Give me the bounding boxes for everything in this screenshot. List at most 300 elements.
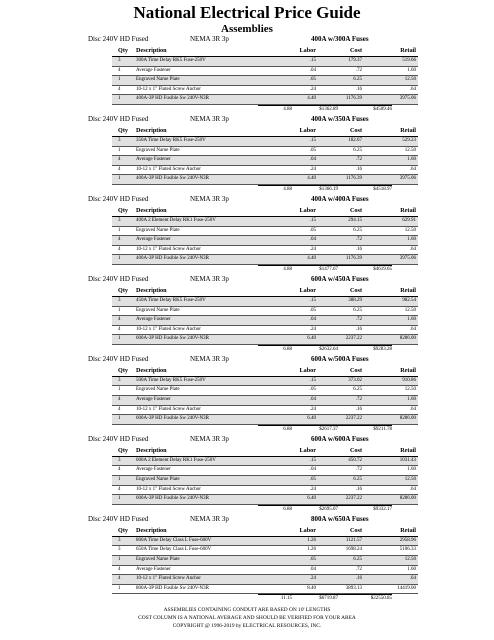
amperage-rating: 400A w/350A Fuses [311, 114, 369, 123]
total-labor: 6.88 [283, 506, 292, 512]
items-table [112, 456, 418, 505]
item-labor: 4.40 [307, 96, 316, 102]
table-row [112, 95, 418, 105]
qty-header: Qty [118, 126, 128, 134]
item-description: 600A-3P HD Fusible Sw 240V-N3R [136, 496, 209, 502]
item-cost: .16 [355, 86, 362, 92]
table-row [112, 156, 418, 166]
total-cost: $2617.37 [319, 426, 338, 432]
item-labor: 8.40 [307, 585, 316, 591]
item-retail: 12.50 [404, 227, 416, 233]
item-retail: 1.60 [407, 67, 416, 73]
section-header [88, 114, 418, 125]
total-cost: $2632.64 [319, 346, 338, 352]
labor-header: Labor [299, 126, 316, 134]
section-header [88, 434, 418, 445]
footer-copyright: COPYRIGHT @ 1996-2019 by ELECTRICAL RESOURCES, INC. [172, 623, 322, 629]
item-description: Average Fastener [136, 467, 171, 473]
item-cost: .16 [355, 406, 362, 412]
item-cost: .72 [355, 67, 362, 73]
items-table [112, 536, 418, 595]
item-retail: 12.50 [404, 147, 416, 153]
disconnect-type: Disc 240V HD Fused [88, 514, 149, 523]
item-qty: 1 [118, 585, 121, 591]
disconnect-type: Disc 240V HD Fused [88, 35, 149, 43]
item-qty: 1 [118, 77, 121, 83]
item-description: 800A-3P HD Fusible Sw 240V-N3R [136, 585, 209, 591]
column-headers [112, 125, 418, 136]
enclosure-rating: NEMA 3R 3p [190, 114, 229, 123]
item-qty: 3 [118, 217, 121, 223]
column-headers [112, 285, 418, 296]
item-retail: 8286.00 [399, 336, 416, 342]
table-row [112, 406, 418, 416]
item-labor: .24 [309, 86, 316, 92]
section-total [88, 345, 418, 354]
item-qty: 4 [118, 166, 121, 172]
section-header [88, 194, 418, 205]
item-retail: .64 [409, 86, 416, 92]
section-header [88, 514, 418, 525]
total-retail: $9332.17 [373, 506, 392, 512]
item-labor: .15 [309, 297, 316, 303]
labor-header: Labor [299, 47, 316, 54]
table-row [112, 476, 418, 486]
column-headers [112, 45, 418, 56]
footer-note-cost: COST COLUMN IS A NATIONAL AVERAGE AND SHOULD BE VERIFIED FOR YOUR AREA [138, 615, 356, 621]
cost-header: Cost [349, 526, 362, 534]
item-cost: 2237.22 [345, 336, 362, 342]
item-retail: .64 [409, 326, 416, 332]
item-description: Average Fastener [136, 157, 171, 163]
assembly-section [88, 354, 418, 434]
item-retail: 1.60 [407, 317, 416, 323]
disconnect-type: Disc 240V HD Fused [88, 114, 149, 123]
section-total [88, 505, 418, 514]
item-qty: 4 [118, 317, 121, 323]
retail-header: Retail [400, 526, 416, 534]
table-row [112, 335, 418, 345]
item-retail: 8286.00 [399, 496, 416, 502]
item-description: 600A-3P HD Fusible Sw 240V-N3R [136, 416, 209, 422]
item-cost: .72 [355, 397, 362, 403]
item-description: 350A Time Delay RK5 Fuse-250V [136, 137, 206, 143]
table-row [112, 537, 418, 547]
item-cost: 450.72 [348, 457, 362, 463]
item-description: 400A-3P HD Fusible Sw 240V-N3R [136, 96, 209, 102]
item-description: Engraved Name Plate [136, 227, 180, 233]
table-row [112, 495, 418, 505]
item-labor: .05 [309, 77, 316, 83]
item-cost: 388.29 [348, 297, 362, 303]
enclosure-rating: NEMA 3R 3p [190, 514, 229, 523]
item-description: Engraved Name Plate [136, 477, 180, 483]
item-labor: .15 [309, 377, 316, 383]
qty-header: Qty [118, 206, 128, 214]
item-retail: 12.50 [404, 77, 416, 83]
assembly-section [88, 514, 418, 604]
item-cost: 6.25 [353, 307, 362, 313]
disconnect-type: Disc 240V HD Fused [88, 194, 149, 203]
item-qty: 3 [118, 377, 121, 383]
item-retail: 12.50 [404, 387, 416, 393]
item-cost: .16 [355, 576, 362, 582]
item-retail: 14419.00 [397, 585, 416, 591]
section-header [88, 274, 418, 285]
labor-header: Labor [299, 526, 316, 534]
section-total [88, 594, 418, 603]
disconnect-type: Disc 240V HD Fused [88, 354, 149, 363]
item-labor: .05 [309, 387, 316, 393]
item-retail: 3975.06 [399, 256, 416, 262]
item-qty: 1 [118, 557, 121, 562]
item-description: 10-12 x 1" Fluted Screw Anchor [136, 246, 201, 252]
table-row [112, 307, 418, 317]
qty-header: Qty [118, 47, 128, 54]
items-table [112, 136, 418, 185]
total-retail: $9283.28 [373, 346, 392, 352]
table-row [112, 227, 418, 237]
total-labor: 6.88 [283, 426, 292, 432]
total-retail: $22550.85 [370, 596, 392, 602]
item-qty: 4 [118, 246, 121, 252]
item-retail: .64 [409, 406, 416, 412]
item-labor: .15 [309, 217, 316, 223]
page-footer [0, 606, 494, 630]
table-row [112, 316, 418, 326]
item-retail: 3975.06 [399, 176, 416, 182]
retail-header: Retail [400, 366, 416, 374]
enclosure-rating: NEMA 3R 3p [190, 35, 229, 43]
table-row [112, 585, 418, 595]
item-description: 10-12 x 1" Fluted Screw Anchor [136, 576, 201, 582]
item-cost: .16 [355, 246, 362, 252]
item-qty: 3 [118, 58, 121, 63]
total-labor: 4.88 [283, 266, 292, 272]
item-retail: 12.50 [404, 557, 416, 562]
cost-header: Cost [349, 366, 362, 374]
amperage-rating: 600A w/500A Fuses [311, 354, 369, 363]
table-row [112, 246, 418, 256]
item-description: Average Fastener [136, 317, 171, 323]
item-qty: 1 [118, 147, 121, 153]
item-qty: 3 [118, 297, 121, 303]
item-description: 10-12 x 1" Fluted Screw Anchor [136, 86, 201, 92]
item-labor: .24 [309, 166, 316, 172]
item-description: Average Fastener [136, 566, 171, 572]
item-description: 500A Time Delay RK5 Fuse-250V [136, 377, 206, 383]
qty-header: Qty [118, 366, 128, 374]
table-row [112, 326, 418, 336]
description-header: Description [136, 47, 167, 54]
item-description: Average Fastener [136, 397, 171, 403]
item-description: Average Fastener [136, 237, 171, 243]
items-table [112, 376, 418, 425]
item-labor: .05 [309, 557, 316, 562]
total-retail: $4619.65 [373, 266, 392, 272]
item-retail: 519.66 [402, 58, 416, 63]
item-cost: .72 [355, 467, 362, 473]
table-row [112, 175, 418, 185]
table-row [112, 147, 418, 157]
item-description: 450A Time Delay RK5 Fuse-250V [136, 297, 206, 303]
item-cost: 182.67 [348, 137, 362, 143]
item-qty: 1 [118, 227, 121, 233]
item-retail: .64 [409, 486, 416, 492]
item-qty: 1 [118, 387, 121, 393]
item-labor: .15 [309, 137, 316, 143]
item-cost: 1176.39 [345, 176, 362, 182]
total-labor: 4.88 [283, 186, 292, 192]
item-labor: 4.40 [307, 256, 316, 262]
enclosure-rating: NEMA 3R 3p [190, 354, 229, 363]
item-qty: 1 [118, 336, 121, 342]
item-qty: 1 [118, 496, 121, 502]
disconnect-type: Disc 240V HD Fused [88, 274, 149, 283]
item-cost: 1698.24 [345, 547, 362, 553]
total-cost: $1366.19 [319, 186, 338, 192]
item-description: 650A Time Delay Class L Fuse-600V [136, 547, 212, 553]
item-retail: 12.50 [404, 477, 416, 483]
section-total [88, 105, 418, 114]
item-labor: .04 [309, 317, 316, 323]
item-retail: 1.60 [407, 397, 416, 403]
total-retail: $4518.97 [373, 186, 392, 192]
item-labor: .04 [309, 397, 316, 403]
item-labor: 6.40 [307, 496, 316, 502]
items-table [112, 296, 418, 345]
retail-header: Retail [400, 47, 416, 54]
item-cost: .72 [355, 566, 362, 572]
item-description: Engraved Name Plate [136, 307, 180, 313]
section-header [88, 34, 418, 45]
item-description: 400A-3P HD Fusible Sw 240V-N3R [136, 176, 209, 182]
table-row [112, 386, 418, 396]
item-qty: 4 [118, 397, 121, 403]
cost-header: Cost [349, 286, 362, 294]
item-labor: .05 [309, 147, 316, 153]
item-qty: 3 [118, 457, 121, 463]
table-row [112, 297, 418, 307]
item-qty: 1 [118, 176, 121, 182]
footer-note-conduit: ASSEMBLIES CONTAINING CONDUIT ARE BASED ON 10' LENGTHS [163, 607, 331, 613]
cost-header: Cost [349, 446, 362, 454]
item-description: 10-12 x 1" Fluted Screw Anchor [136, 166, 201, 172]
amperage-rating: 400A w/400A Fuses [311, 194, 369, 203]
item-labor: .24 [309, 576, 316, 582]
enclosure-rating: NEMA 3R 3p [190, 194, 229, 203]
table-row [112, 556, 418, 566]
table-row [112, 486, 418, 496]
items-table [112, 216, 418, 265]
item-cost: 294.15 [348, 217, 362, 223]
total-labor: 4.88 [283, 106, 292, 112]
page-title: National Electrical Price Guide [133, 3, 361, 22]
item-qty: 1 [118, 96, 121, 102]
enclosure-rating: NEMA 3R 3p [190, 274, 229, 283]
cost-header: Cost [349, 126, 362, 134]
item-retail: .64 [409, 166, 416, 172]
item-description: 400A-3P HD Fusible Sw 240V-N3R [136, 256, 209, 262]
disconnect-type: Disc 240V HD Fused [88, 434, 149, 443]
total-retail: $4509.46 [373, 106, 392, 112]
item-qty: 4 [118, 157, 121, 163]
item-labor: 1.26 [307, 547, 316, 553]
item-description: Engraved Name Plate [136, 77, 180, 83]
item-retail: 1031.43 [399, 457, 416, 463]
item-cost: 6.25 [353, 477, 362, 483]
labor-header: Labor [299, 446, 316, 454]
item-retail: 2958.96 [399, 537, 416, 543]
table-row [112, 67, 418, 77]
item-retail: 1.60 [407, 467, 416, 473]
item-description: 300A Time Delay RK5 Fuse-250V [136, 58, 206, 63]
item-retail: 629.91 [402, 217, 416, 223]
enclosure-rating: NEMA 3R 3p [190, 434, 229, 443]
item-retail: .64 [409, 576, 416, 582]
item-description: 600A 2 Element Delay RK1 Fuse-250V [136, 457, 216, 463]
description-header: Description [136, 526, 167, 534]
item-qty: 4 [118, 486, 121, 492]
item-cost: 6.25 [353, 77, 362, 83]
section-total [88, 265, 418, 274]
item-retail: 8286.00 [399, 416, 416, 422]
item-qty: 4 [118, 326, 121, 332]
retail-header: Retail [400, 286, 416, 294]
total-cost: $2695.07 [319, 506, 338, 512]
item-cost: .16 [355, 326, 362, 332]
item-labor: 4.40 [307, 176, 316, 182]
item-description: Engraved Name Plate [136, 557, 180, 562]
retail-header: Retail [400, 446, 416, 454]
item-qty: 4 [118, 86, 121, 92]
amperage-rating: 800A w/650A Fuses [311, 514, 369, 523]
table-row [112, 86, 418, 96]
assembly-section [88, 34, 418, 114]
item-labor: .24 [309, 486, 316, 492]
description-header: Description [136, 446, 167, 454]
item-retail: 910.86 [402, 377, 416, 383]
retail-header: Retail [400, 126, 416, 134]
qty-header: Qty [118, 446, 128, 454]
item-cost: 6.25 [353, 557, 362, 562]
item-labor: .04 [309, 157, 316, 163]
item-description: Average Fastener [136, 67, 171, 73]
item-qty: 1 [118, 477, 121, 483]
item-qty: 4 [118, 576, 121, 582]
item-cost: 179.37 [348, 58, 362, 63]
item-qty: 3 [118, 547, 121, 553]
column-headers [112, 365, 418, 376]
item-retail: 529.23 [402, 137, 416, 143]
amperage-rating: 400A w/300A Fuses [311, 35, 369, 43]
item-cost: 373.02 [348, 377, 362, 383]
item-labor: .24 [309, 406, 316, 412]
item-qty: 4 [118, 467, 121, 473]
table-row [112, 137, 418, 147]
item-labor: .15 [309, 457, 316, 463]
cost-header: Cost [349, 47, 362, 54]
total-labor: 6.88 [283, 346, 292, 352]
item-labor: 1.26 [307, 537, 316, 543]
table-row [112, 255, 418, 265]
item-qty: 4 [118, 406, 121, 412]
item-qty: 3 [118, 137, 121, 143]
table-row [112, 457, 418, 467]
item-retail: .64 [409, 246, 416, 252]
item-cost: 6.25 [353, 147, 362, 153]
qty-header: Qty [118, 526, 128, 534]
item-cost: 6.25 [353, 227, 362, 233]
item-labor: .24 [309, 326, 316, 332]
total-cost: $6719.87 [319, 596, 338, 602]
item-retail: 982.54 [402, 297, 416, 303]
table-row [112, 76, 418, 86]
item-cost: 1176.39 [345, 96, 362, 102]
item-labor: .04 [309, 566, 316, 572]
item-retail: 5106.33 [399, 547, 416, 553]
item-cost: .72 [355, 157, 362, 163]
column-headers [112, 525, 418, 536]
labor-header: Labor [299, 206, 316, 214]
items-table [112, 56, 418, 105]
item-labor: .05 [309, 477, 316, 483]
item-labor: .05 [309, 227, 316, 233]
table-row [112, 546, 418, 556]
item-qty: 1 [118, 307, 121, 313]
table-row [112, 415, 418, 425]
item-cost: 2237.22 [345, 496, 362, 502]
total-retail: $9211.78 [373, 426, 392, 432]
table-row [112, 466, 418, 476]
item-retail: 1.60 [407, 566, 416, 572]
item-retail: 1.60 [407, 237, 416, 243]
assembly-section [88, 114, 418, 194]
item-cost: 3893.13 [345, 585, 362, 591]
item-labor: .05 [309, 307, 316, 313]
section-header [88, 354, 418, 365]
item-labor: .04 [309, 237, 316, 243]
cost-header: Cost [349, 206, 362, 214]
page-subtitle: Assemblies [221, 23, 273, 35]
item-description: 400A 2 Element Delay RK1 Fuse-250V [136, 217, 216, 223]
item-labor: .15 [309, 58, 316, 63]
description-header: Description [136, 286, 167, 294]
section-total [88, 185, 418, 194]
item-cost: .16 [355, 486, 362, 492]
description-header: Description [136, 366, 167, 374]
column-headers [112, 205, 418, 216]
description-header: Description [136, 126, 167, 134]
labor-header: Labor [299, 366, 316, 374]
item-labor: .04 [309, 467, 316, 473]
table-row [112, 57, 418, 67]
retail-header: Retail [400, 206, 416, 214]
item-retail: 12.50 [404, 307, 416, 313]
item-labor: .24 [309, 246, 316, 252]
item-cost: .72 [355, 317, 362, 323]
item-cost: 6.25 [353, 387, 362, 393]
item-description: 10-12 x 1" Fluted Screw Anchor [136, 326, 201, 332]
item-qty: 4 [118, 237, 121, 243]
table-row [112, 566, 418, 576]
labor-header: Labor [299, 286, 316, 294]
item-labor: .04 [309, 67, 316, 73]
amperage-rating: 600A w/450A Fuses [311, 274, 369, 283]
assembly-section [88, 434, 418, 514]
item-retail: 1.60 [407, 157, 416, 163]
table-row [112, 377, 418, 387]
